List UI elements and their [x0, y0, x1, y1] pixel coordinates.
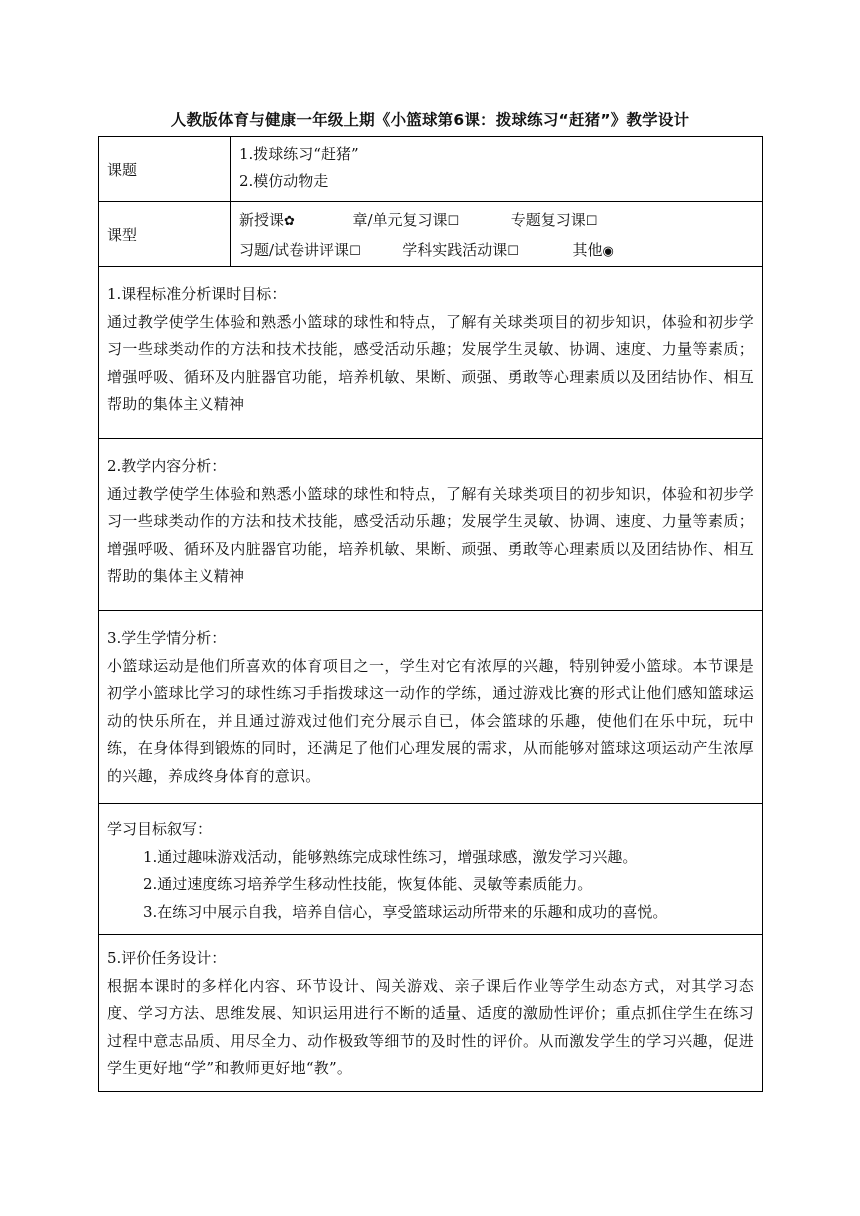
option-unit-review: 章/单元复习课: [352, 211, 448, 229]
lesson-type-options: [231, 202, 762, 266]
section-learning-objectives: [99, 803, 762, 934]
option-other: 其他: [572, 241, 603, 259]
option-exercise-review: 习题/试卷讲评课: [239, 241, 350, 259]
topic-label: 课题: [99, 137, 231, 201]
section-body: 通过教学使学生体验和熟悉小篮球的球性和特点，了解有关球类项目的初步知识，体验和初步学习一些球类动作的方法和技术技能，感受活动乐趣；发展学生灵敏、协调、速度、力量等素质；增强呼吸、循环及内脏器官功能，培养机敏、果断、顽强、勇敢等心理素质以及团结协作、相互帮助的集体主义精神: [107, 484, 754, 586]
radio-selected-icon: ◉: [602, 244, 614, 259]
topic-line-2: 2.模仿动物走: [239, 172, 329, 190]
section-curriculum-goals: [99, 266, 762, 438]
option-practice-activity: 学科实践活动课: [402, 241, 508, 259]
section-body: 根据本课时的多样化内容、环节设计、闯关游戏、亲子课后作业等学生动态方式，对其学习态度、学习方法、思维发展、知识运用进行不断的适量、适度的激励性评价；重点抓住学生在练习过程中意志品质、用尽全力、动作极致等细节的及时性的评价。从而激发学生的学习兴趣，促进学生更好地“学”和教师更好地“教”。: [107, 976, 754, 1078]
objective-item: 3.在练习中展示自我，培养自信心，享受篮球运动所带来的乐趣和成功的喜悦。: [143, 902, 668, 921]
section-body: 小篮球运动是他们所喜欢的体育项目之一，学生对它有浓厚的兴趣，特别钟爱小篮球。本节课是初学小篮球比学习的球性练习手指拨球这一动作的学练，通过游戏比赛的形式让他们感知篮球运动的快乐所在，并且通过游戏过他们充分展示自已，体会篮球的乐趣，使他们在乐中玩，玩中练，在身体得到锻炼的同时，还满足了他们心理发展的需求，从而能够对篮球这项运动产生浓厚的兴趣，养成终身体育的意识。: [107, 656, 754, 785]
checkbox-unchecked-icon: ☐: [447, 214, 460, 229]
section-heading: 5.评价任务设计：: [107, 949, 227, 967]
row-topic: [99, 137, 762, 201]
document-title: 人教版体育与健康一年级上期《小篮球第6课：拨球练习“赶猪”》教学设计: [170, 111, 690, 129]
checkbox-unchecked-icon: ☐: [585, 214, 598, 229]
section-heading: 3.学生学情分析：: [107, 629, 227, 647]
checkbox-unchecked-icon: ☐: [507, 244, 519, 259]
option-topic-review: 专题复习课: [510, 211, 586, 229]
section-evaluation-design: [99, 934, 762, 1091]
lesson-type-label: 课型: [99, 202, 231, 266]
section-student-analysis: [99, 610, 762, 803]
objective-item: 1.通过趣味游戏活动，能够熟练完成球性练习，增强球感，激发学习兴趣。: [143, 847, 638, 866]
objective-item: 2.通过速度练习培养学生移动性技能，恢复体能、灵敏等素质能力。: [143, 875, 593, 894]
section-heading: 1.课程标准分析课时目标：: [107, 285, 287, 303]
lesson-type-row-2: [239, 236, 754, 266]
section-heading: 学习目标叙写：: [107, 820, 213, 838]
option-new-lesson: 新授课: [239, 211, 285, 229]
topic-line-1: 1.拨球练习“赶猪”: [239, 145, 359, 163]
section-content-analysis: [99, 438, 762, 610]
checkbox-unchecked-icon: ☐: [349, 244, 361, 259]
section-body: 通过教学使学生体验和熟悉小篮球的球性和特点，了解有关球类项目的初步知识，体验和初步学习一些球类动作的方法和技术技能，感受活动乐趣；发展学生灵敏、协调、速度、力量等素质；增强呼吸、循环及内脏器官功能，培养机敏、果断、顽强、勇敢等心理素质以及团结协作、相互帮助的集体主义精神: [107, 312, 754, 414]
lesson-type-row-1: [239, 206, 754, 236]
lesson-plan-table: [98, 136, 763, 1092]
topic-value: [231, 137, 762, 201]
section-heading: 2.教学内容分析：: [107, 457, 227, 475]
flower-icon: ✿: [284, 214, 295, 229]
row-lesson-type: [99, 201, 762, 266]
